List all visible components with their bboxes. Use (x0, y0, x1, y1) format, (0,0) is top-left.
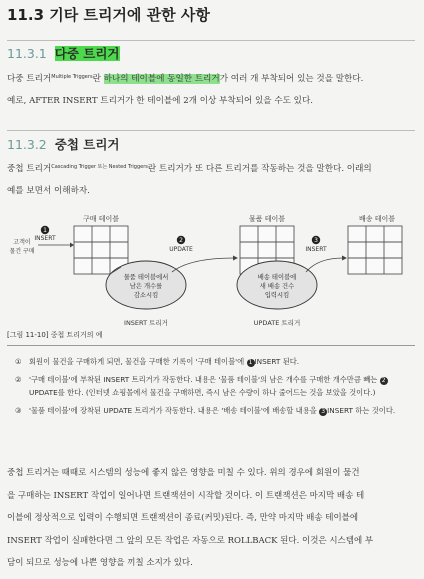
table-label-product: 물품 테이블 (248, 215, 286, 223)
subsection-number: 11.3.1 (7, 46, 47, 61)
ellipse-text: 남은 개수를 (129, 283, 163, 290)
text: 다중 트리거 (7, 74, 52, 84)
step-3-label: INSERT (305, 246, 327, 253)
section-number: 11.3 (7, 6, 45, 24)
figure-caption: [그림 11-10] 중첩 트리거의 예 (7, 331, 103, 339)
text: '구매 테이블'에 부착된 INSERT 트리거가 작동한다. 내용은 '물품 테이블'의 남은 개수를 구매한 개수만큼 빼는 (29, 375, 380, 384)
arrowhead (233, 256, 238, 261)
superscript: Cascading Trigger 또는 Nested Triggers (51, 164, 148, 170)
list-item (15, 373, 415, 399)
step-1-number: 1 (43, 227, 47, 235)
text-line: 담이 되므로 성능에 나쁜 영향을 끼칠 소지가 있다. (7, 558, 193, 568)
text: UPDATE를 한다. (인터넷 쇼핑몰에서 물건을 구매하면, 즉시 남은 수량이 하나 줄어드는 것을 보았을 것이다.) (29, 388, 376, 397)
section-title-text: 기타 트리거에 관한 사항 (49, 6, 210, 24)
arrow-update (172, 258, 234, 272)
caption-divider (7, 345, 415, 346)
step-badge: 3 (319, 408, 327, 416)
customer-label: 고객이 (13, 239, 31, 246)
ellipse-text: 물품 테이블에서 (123, 274, 169, 281)
text: INSERT 된다. (254, 357, 300, 366)
text: 예를 보면서 이해하자. (7, 186, 90, 196)
highlighted-text: 하나의 테이블에 동일한 트리거 (103, 74, 220, 84)
nested-trigger-diagram (0, 198, 424, 328)
list-item (15, 404, 415, 417)
arrow-insert-shipping (306, 258, 343, 272)
text-line: INSERT 작업이 실패한다면 그 앞의 모든 작업은 자동으로 ROLLBACK 된다. 이것은 시스템에 부 (7, 535, 374, 546)
step-number: ① (15, 357, 22, 366)
text: 란 (92, 74, 104, 84)
superscript: Multiple Triggers (51, 74, 93, 80)
step-3-number: 3 (314, 237, 318, 245)
text: INSERT 하는 것이다. (327, 406, 396, 415)
text: 예로, AFTER INSERT 트리거가 한 테이블에 2개 이상 부착되어 있을 수도 있다. (7, 96, 313, 106)
table-label-shipping: 배송 테이블 (358, 215, 396, 223)
text: '물품 테이블'에 장착된 UPDATE 트리거가 작동한다. 내용은 '배송 테이블'에 배송할 내용을 (29, 406, 320, 415)
text-line: 을 구매하는 INSERT 작업이 일어나면 트랜잭션이 시작할 것이다. 이 트랜잭션은 마지막 배송 테 (7, 490, 365, 501)
paragraph-nested-trigger (7, 158, 417, 201)
text: 가 여러 개 부착되어 있는 것을 말한다. (219, 74, 364, 84)
list-item (15, 355, 415, 368)
text-line: 이블에 정상적으로 입력이 수행되면 트랜잭션이 종료(커밋)된다. 즉, 만약 마지막 배송 테이블에 (7, 513, 359, 523)
ellipse-text: 감소시킴 (133, 292, 159, 299)
step-2-label: UPDATE (169, 246, 193, 253)
subsection-title-nested (7, 135, 120, 153)
step-badge: 2 (380, 377, 388, 385)
divider (7, 130, 415, 131)
divider (7, 40, 415, 41)
subsection-title-text: 다중 트리거 (54, 46, 120, 61)
ellipse-text: 입력시킴 (264, 292, 290, 299)
customer-label: 물건 구매 (9, 248, 35, 255)
text-line: 중첩 트리거는 때때로 시스템의 성능에 좋지 않은 영향을 미칠 수 있다. 위의 경우에 회원이 물건 (7, 468, 360, 478)
table-label-purchase: 구매 테이블 (82, 215, 120, 223)
arrowhead (70, 243, 74, 248)
arrowhead (342, 256, 347, 261)
ellipse-text: 배송 테이블에 (257, 274, 297, 281)
ellipse-text: 새 배송 건수 (259, 283, 295, 290)
step-2-number: 2 (179, 237, 183, 245)
text: 중첩 트리거 (7, 164, 52, 174)
subsection-number: 11.3.2 (7, 137, 47, 152)
step-badge: 1 (247, 359, 255, 367)
table-grid-shipping (348, 226, 402, 274)
text: 란 트리거가 또 다른 트리거를 작동하는 것을 말한다. 이래의 (147, 164, 372, 174)
step-list (15, 355, 415, 422)
section-title (7, 4, 210, 25)
step-number: ③ (15, 406, 22, 415)
text: 회원이 물건을 구매하게 되면, 물건을 구매한 기록이 '구매 테이블'에 (29, 357, 247, 366)
trigger-label-insert: INSERT 트리거 (124, 319, 168, 327)
trigger-label-update: UPDATE 트리거 (253, 319, 301, 327)
step-number: ② (15, 375, 22, 384)
paragraph-multiple-trigger (7, 68, 417, 111)
closing-paragraph (7, 462, 419, 575)
subsection-title-multiple (7, 44, 120, 62)
subsection-title-text: 중첩 트리거 (54, 137, 120, 152)
step-1-label: INSERT (34, 235, 56, 242)
